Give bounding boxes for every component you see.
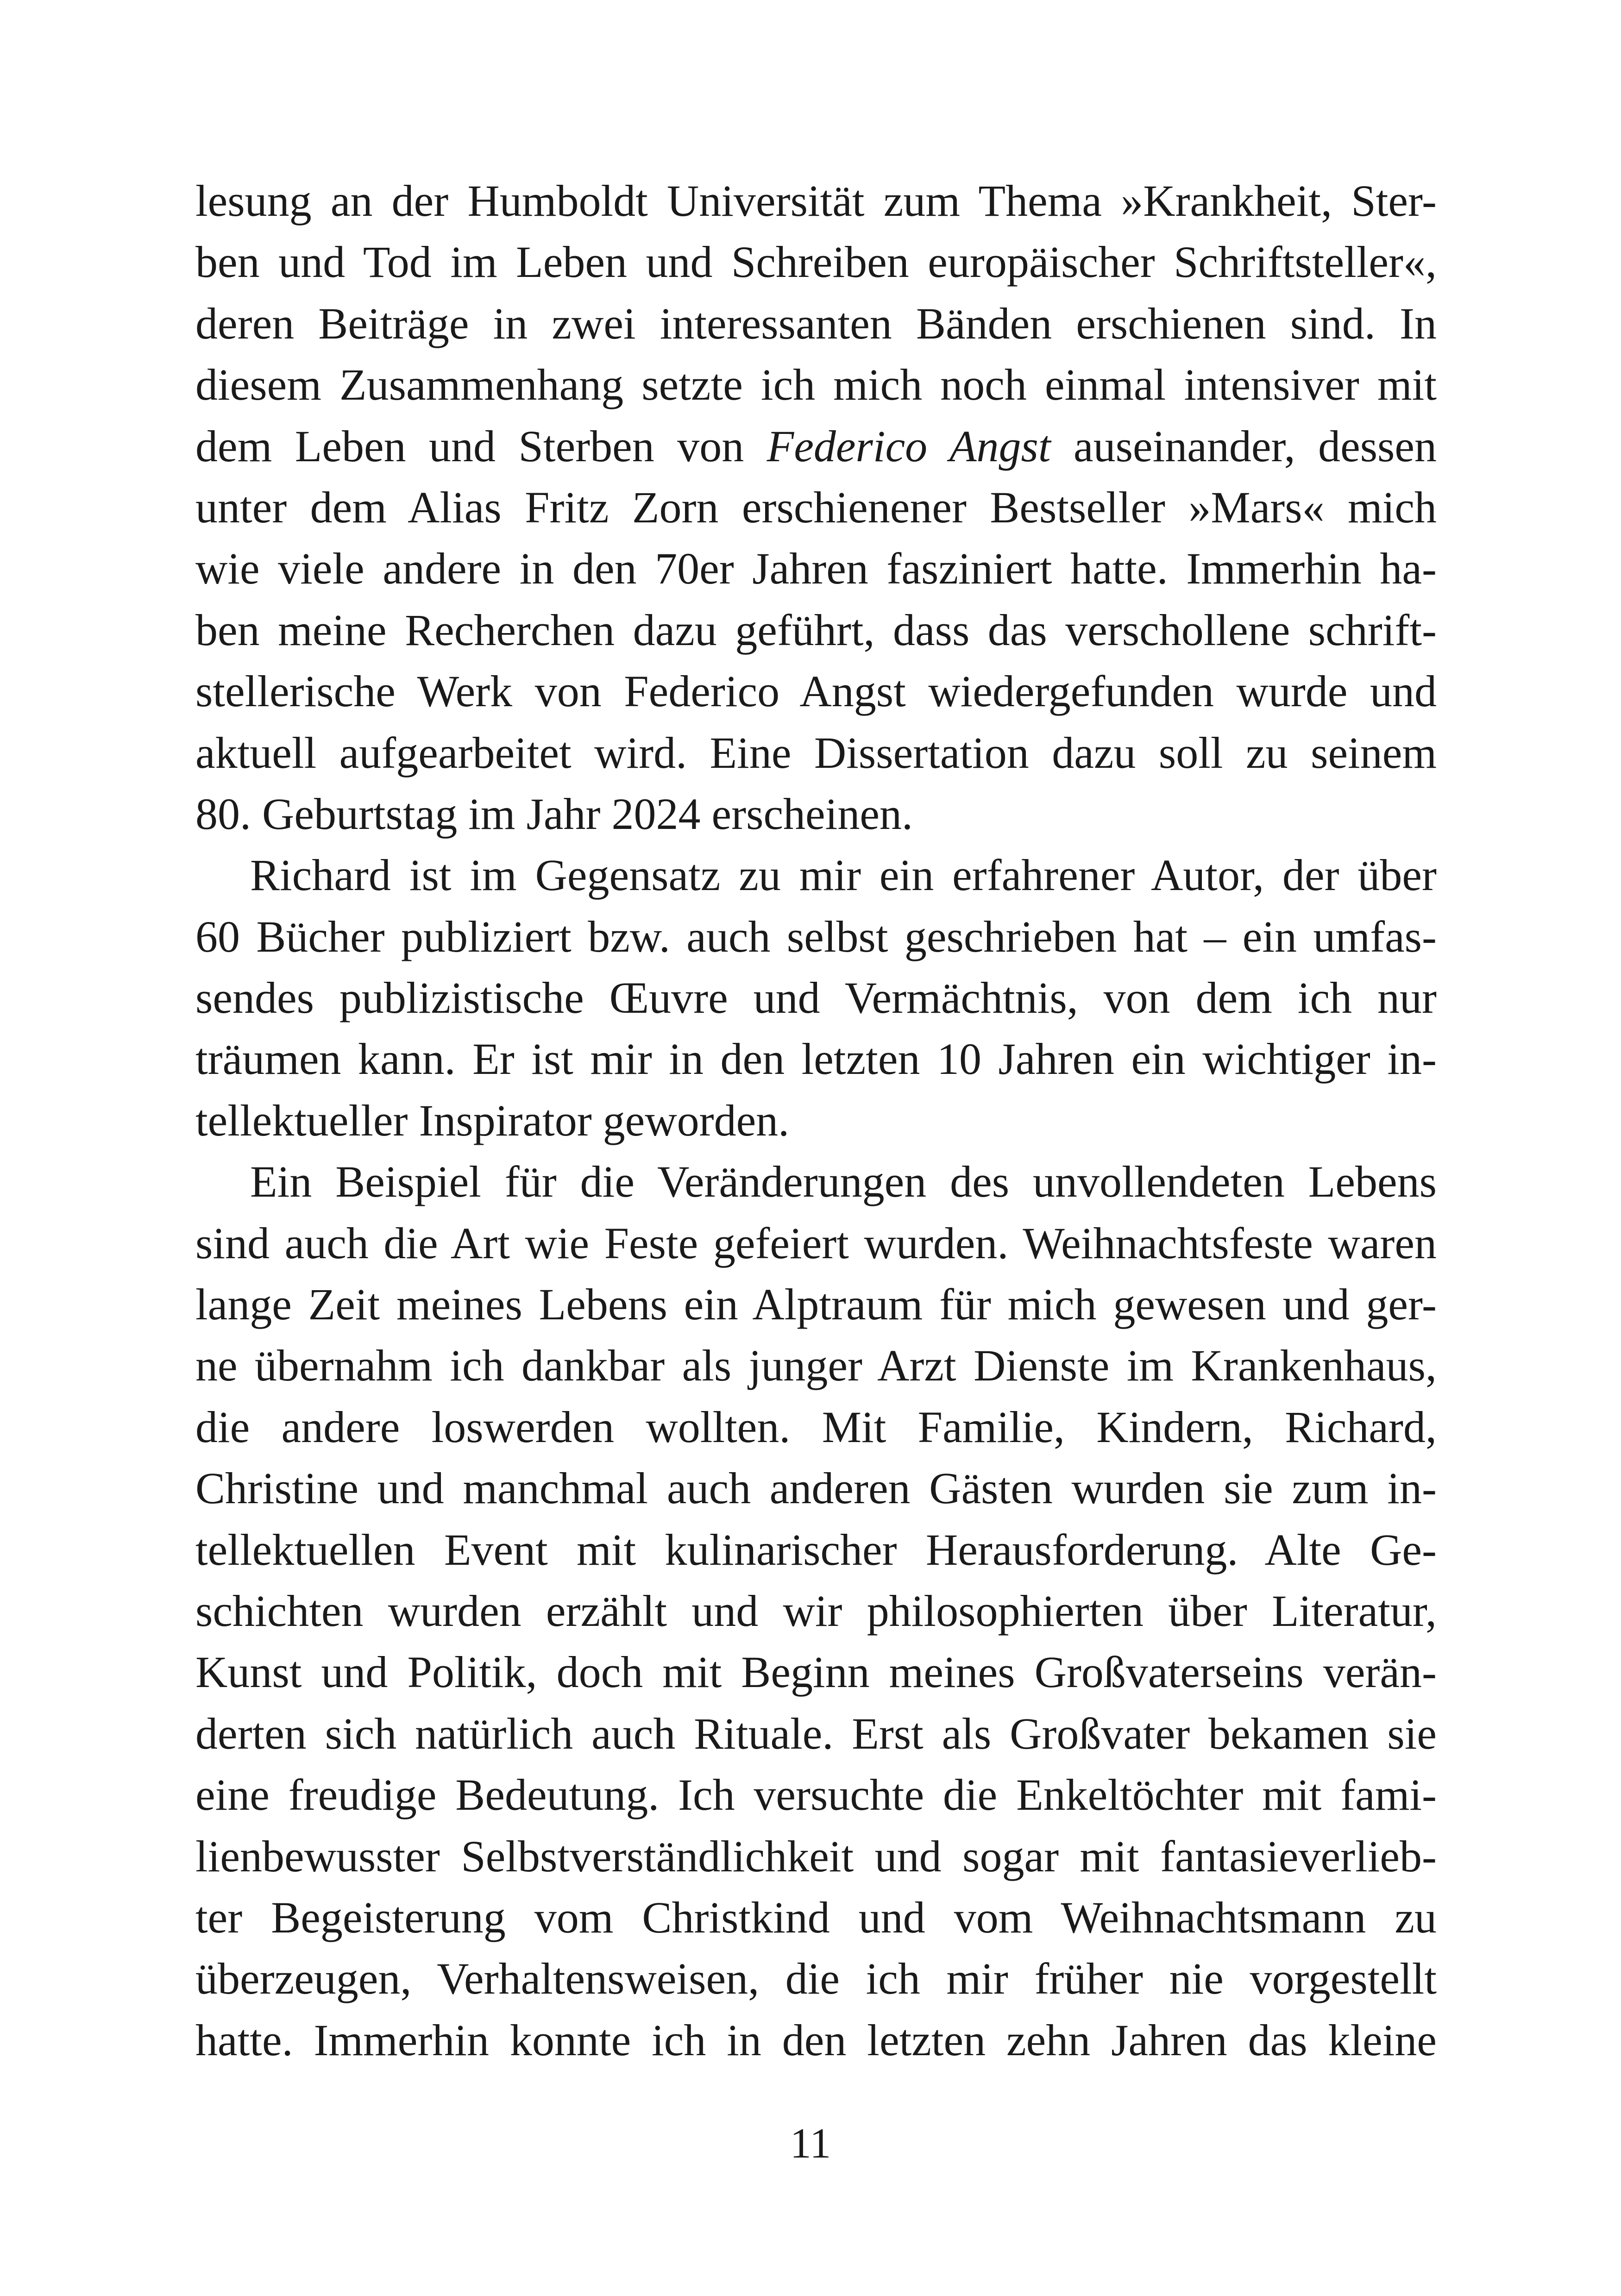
text-line: lange Zeit meines Lebens ein Alptraum für mich gewesen und ger-: [195, 1280, 1437, 1330]
text-line: tellektuellen Event mit kulinarischer Herausforderung. Alte Ge-: [195, 1524, 1437, 1575]
text-segment: dem Leben und Sterben von: [195, 421, 767, 471]
text-line: ter Begeisterung vom Christkind und vom Weihnachtsmann zu: [195, 1892, 1437, 1942]
text-line: [195, 416, 1437, 477]
text-line: hatte. Immerhin konnte ich in den letzten zehn Jahren das kleine: [195, 2015, 1437, 2065]
text-line: stellerische Werk von Federico Angst wiedergefunden wurde und: [195, 666, 1437, 716]
text-line: lienbewusster Selbstverständlichkeit und sogar mit fantasieverlieb-: [195, 1831, 1437, 1881]
text-line: träumen kann. Er ist mir in den letzten 10 Jahren ein wichtiger in-: [195, 1034, 1437, 1084]
text-line: eine freudige Bedeutung. Ich versuchte die Enkeltöchter mit fami-: [195, 1770, 1437, 1820]
text-line: aktuell aufgearbeitet wird. Eine Dissertation dazu soll zu seinem: [195, 728, 1437, 778]
text-line: sind auch die Art wie Feste gefeiert wurden. Weihnachtsfeste waren: [195, 1218, 1437, 1268]
text-segment: auseinander, dessen: [1050, 421, 1437, 471]
text-line: die andere loswerden wollten. Mit Familie, Kindern, Richard,: [195, 1402, 1437, 1452]
text-line: Kunst und Politik, doch mit Beginn meines Großvaterseins verän-: [195, 1647, 1437, 1697]
text-line: überzeugen, Verhaltensweisen, die ich mir früher nie vorgestellt: [195, 1954, 1437, 2004]
text-line: sendes publizistische Œuvre und Vermächtnis, von dem ich nur: [195, 973, 1437, 1023]
text-line: ben meine Recherchen dazu geführt, dass das verschollene schrift-: [195, 605, 1437, 655]
text-line: ne übernahm ich dankbar als junger Arzt Dienste im Krankenhaus,: [195, 1341, 1437, 1391]
text-line: Ein Beispiel für die Veränderungen des unvollendeten Lebens: [250, 1157, 1437, 1207]
text-line: lesung an der Humboldt Universität zum Thema »Krankheit, Ster-: [195, 176, 1437, 226]
text-line: wie viele andere in den 70er Jahren fasziniert hatte. Immerhin ha-: [195, 544, 1437, 594]
text-line: unter dem Alias Fritz Zorn erschienener Bestseller »Mars« mich: [195, 482, 1437, 532]
text-line: ben und Tod im Leben und Schreiben europäischer Schriftsteller«,: [195, 237, 1437, 287]
body-text: [195, 170, 1437, 2071]
italic-name: Federico Angst: [767, 421, 1051, 471]
text-line: diesem Zusammenhang setzte ich mich noch einmal intensiver mit: [195, 360, 1437, 410]
page-number: 11: [790, 2120, 831, 2167]
text-line: derten sich natürlich auch Rituale. Erst als Großvater bekamen sie: [195, 1708, 1437, 1758]
text-line: Richard ist im Gegensatz zu mir ein erfahrener Autor, der über: [250, 850, 1437, 900]
text-line: 60 Bücher publiziert bzw. auch selbst geschrieben hat – ein umfas-: [195, 911, 1437, 961]
text-line: 80. Geburtstag im Jahr 2024 erscheinen.: [195, 789, 913, 839]
text-line: schichten wurden erzählt und wir philosophierten über Literatur,: [195, 1586, 1437, 1636]
text-line: deren Beiträge in zwei interessanten Bänden erschienen sind. In: [195, 298, 1437, 348]
text-line: tellektueller Inspirator geworden.: [195, 1095, 790, 1145]
text-line: Christine und manchmal auch anderen Gästen wurden sie zum in-: [195, 1463, 1437, 1513]
